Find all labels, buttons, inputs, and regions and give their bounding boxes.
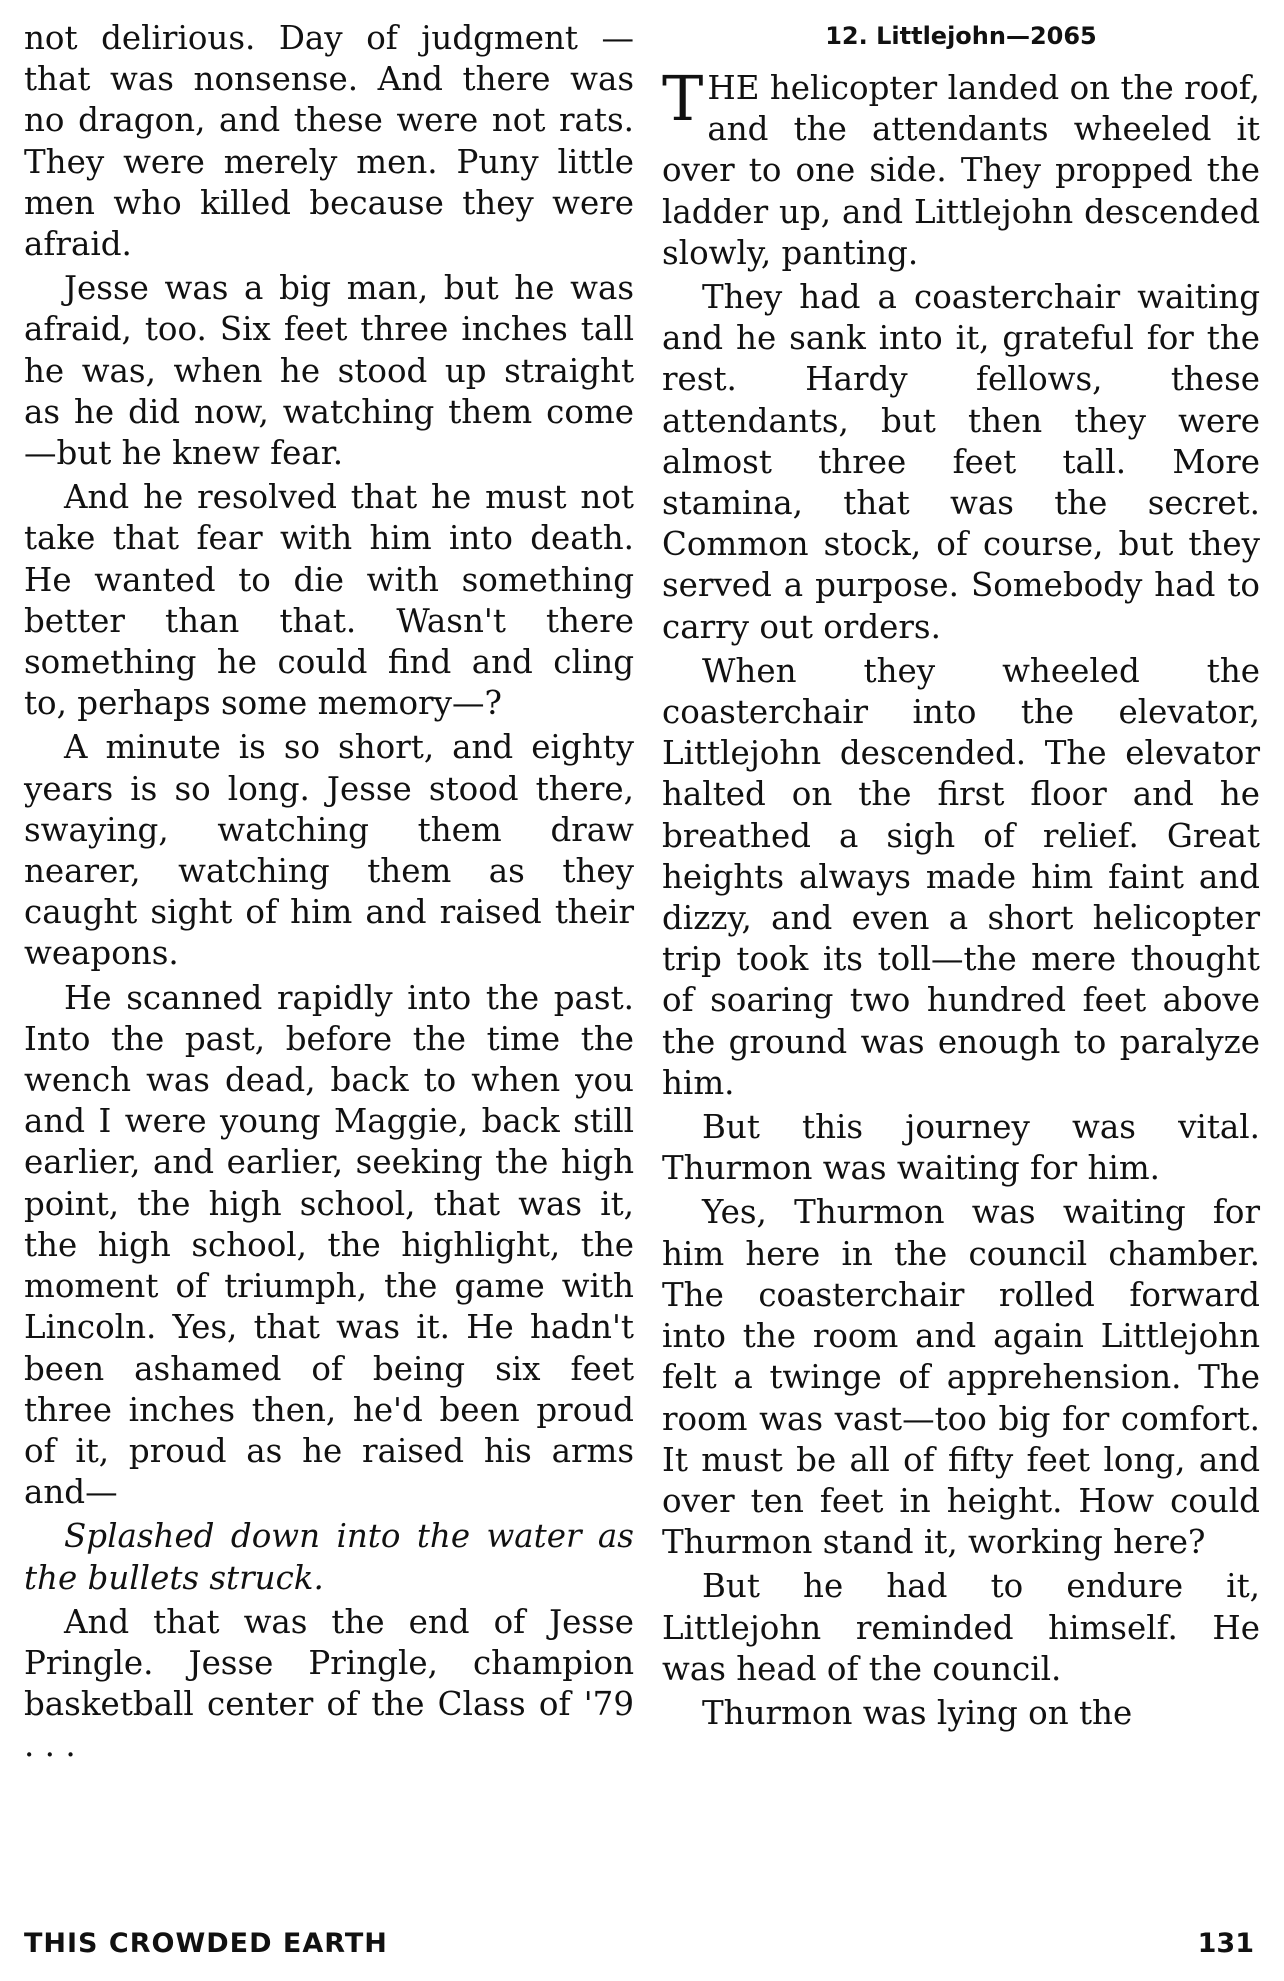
italic-paragraph: Splashed down into the water as the bullets struck. bbox=[24, 1517, 634, 1597]
drop-cap: T bbox=[662, 62, 704, 135]
paragraph: Yes, Thurmon was waiting for him here in the council chamber. The coasterchair rolled forward into the room and again Littlejohn felt a twinge of apprehension. The room was vast—too big for comfort. It must be all of fifty feet long, and over ten feet in height. How could Thurmon stand it, working here? bbox=[662, 1193, 1260, 1562]
chapter-heading: 12. Littlejohn—2065 bbox=[825, 22, 1097, 50]
paragraph: Thurmon was lying on the bbox=[702, 1693, 1133, 1732]
paragraph: But this journey was vital. Thurmon was waiting for him. bbox=[662, 1108, 1260, 1188]
opening-paragraph bbox=[662, 62, 1260, 274]
running-footer-title: THIS CROWDED EARTH bbox=[24, 1928, 388, 1959]
page-number: 131 bbox=[1197, 1928, 1254, 1959]
paragraph: And he resolved that he must not take that fear with him into death. He wanted to die with something better than that. Wasn't there something he could find and cling to, perhaps some memory—? bbox=[24, 478, 634, 723]
paragraph: He scanned rapidly into the past. Into the past, before the time the wench was dead, back to when you and I were young Maggie, back still earlier, and earlier, seeking the high point, the high school, that was it, the high school, the highlight, the moment of triumph, the game with Lincoln. Yes, that was it. He hadn't been ashamed of being six feet three inches then, he'd been proud of it, proud as he raised his arms and— bbox=[24, 978, 634, 1512]
paragraph: When they wheeled the coasterchair into the elevator, Littlejohn descended. The elevator halted on the first floor and he breathed a sigh of relief. Great heights always made him faint and dizzy, and even a short helicopter trip took its toll—the mere thought of soaring two hundred feet above the ground was enough to paralyze him. bbox=[662, 651, 1260, 1102]
paragraph: Jesse was a big man, but he was afraid, too. Six feet three inches tall he was, when he stood up straight as he did now, watching them come—but he knew fear. bbox=[24, 269, 634, 473]
right-column bbox=[662, 18, 1260, 1737]
opening-paragraph-text: HE helicopter landed on the roof, and the attendants wheeled it over to one side. They propped the ladder up, and Littlejohn descended slowly, panting. bbox=[662, 69, 1260, 272]
paragraph: But he had to endure it, Littlejohn reminded himself. He was head of the council. bbox=[662, 1567, 1260, 1688]
paragraph: not delirious. Day of judgment —that was nonsense. And there was no dragon, and these were not rats. They were merely men. Puny little men who killed because they were afraid. bbox=[24, 19, 634, 264]
paragraph: And that was the end of Jesse Pringle. Jesse Pringle, champion basketball center of the Class of '79 . . . bbox=[24, 1602, 634, 1765]
left-column bbox=[24, 18, 634, 1770]
paragraph: They had a coasterchair waiting and he sank into it, grateful for the rest. Hardy fellows, these attendants, but then they were almost three feet tall. More stamina, that was the secret. Common stock, of course, but they served a purpose. Somebody had to carry out orders. bbox=[662, 278, 1260, 646]
paragraph: A minute is so short, and eighty years is so long. Jesse stood there, swaying, watching them draw nearer, watching them as they caught sight of him and raised their weapons. bbox=[24, 728, 634, 973]
